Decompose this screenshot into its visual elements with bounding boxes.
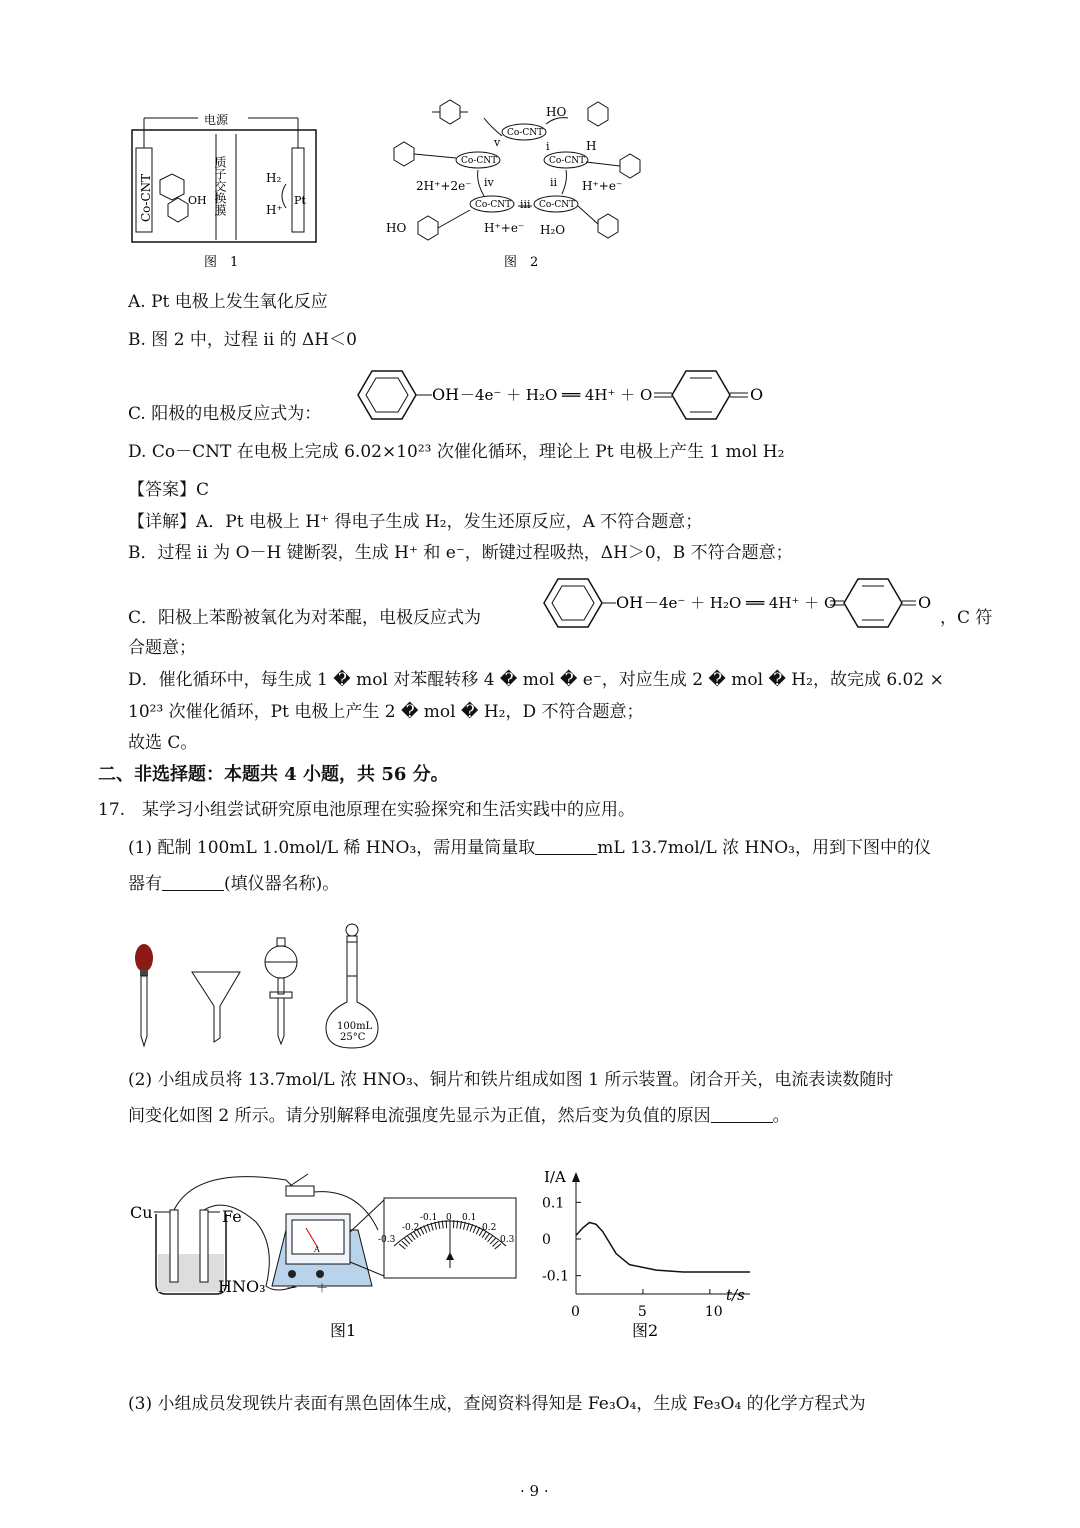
h2-label: H₂: [266, 171, 282, 185]
option-a: A. Pt 电极上发生氧化反应: [128, 292, 328, 312]
catalytic-cycle-figure: [372, 96, 672, 276]
q17-part2-line2: [128, 1104, 790, 1128]
galvanic-cell-figure: [126, 1166, 522, 1342]
dropper-icon: [135, 944, 153, 1046]
answer-blank[interactable]: [535, 836, 597, 855]
flask-temp-label: 25°C: [340, 1032, 366, 1043]
q17-part1-line1: [128, 836, 931, 860]
detail-equation: [540, 574, 940, 632]
q17-p1d: (填仪器名称)。: [224, 874, 340, 894]
step-i: i: [546, 140, 550, 153]
y-axis-label: I/A: [544, 1168, 566, 1186]
answer: 【答案】C: [128, 480, 210, 500]
q17-part2-line1: (2) 小组成员将 13.7mol/L 浓 HNO₃、铜片和铁片组成如图 1 所示装置。闭合开关，电流表读数随时: [128, 1070, 894, 1090]
detail-c-end: ，C 符: [940, 608, 993, 628]
ho-label: HO: [386, 221, 407, 235]
series-line: [576, 1223, 750, 1273]
co-cnt-electrode-label: Co-CNT: [139, 173, 153, 222]
ammeter-minus: －: [286, 1281, 299, 1295]
detail-d2: 10²³ 次催化循环，Pt 电极上产生 2 � mol � H₂，D 不符合题意；: [128, 702, 644, 722]
q17-part1-line2: [128, 872, 339, 896]
answer-blank[interactable]: [162, 872, 224, 891]
ammeter-plus: ＋: [316, 1281, 329, 1295]
catalyst-label: Co-CNT: [461, 156, 498, 166]
meter-tick-label: 0.2: [482, 1223, 497, 1233]
anode-equation: [354, 366, 774, 424]
step-v: v: [494, 136, 501, 149]
equation-middle: －4e⁻ ＋ H₂O ══ 4H⁺ ＋ O: [460, 386, 653, 404]
h2o-label: H₂O: [540, 223, 566, 237]
x-axis-label: t/s: [726, 1286, 745, 1304]
detail-end: 故选 C。: [128, 733, 198, 753]
catalyst-label: Co-CNT: [549, 156, 586, 166]
q17-part3: (3) 小组成员发现铁片表面有黑色固体生成，查阅资料得知是 Fe₃O₄，生成 Fe₃O₄ 的化学方程式为: [128, 1394, 866, 1414]
meter-tick-label: -0.2: [402, 1223, 420, 1233]
detail-c: C．阳极上苯酚被氧化为对苯醌，电极反应式为: [128, 608, 482, 628]
oh-text: OH: [616, 593, 644, 612]
oh-label: OH: [188, 194, 207, 207]
fig2-caption: 图 2: [504, 255, 539, 270]
apparatus-figure: [120, 918, 400, 1058]
quinone-o-text: O: [750, 385, 764, 404]
y-tick-label: -0.1: [542, 1268, 569, 1285]
page-number: · 9 ·: [520, 1482, 549, 1500]
step-iv: iv: [484, 176, 494, 189]
cu-label: Cu: [130, 1203, 153, 1222]
h-label: H: [586, 139, 597, 153]
x-tick-label: 0: [571, 1304, 580, 1320]
oh-text: OH: [432, 385, 460, 404]
h-plus-e-label: H⁺+e⁻: [484, 221, 525, 235]
detail-d1: D．催化循环中，每生成 1 � mol 对苯醌转移 4 � mol � e⁻，对应生成 2 � mol � H₂，故完成 6.02 ×: [128, 670, 944, 690]
y-axis-arrow: [572, 1172, 580, 1182]
q17-p2b: 间变化如图 2 所示。请分别解释电流强度先显示为正值，然后变为负值的原因: [128, 1106, 711, 1126]
funnel-icon: [192, 972, 240, 1042]
catalyst-label: Co-CNT: [475, 200, 512, 210]
meter-tick-label: -0.3: [378, 1235, 396, 1245]
equation-middle: －4e⁻ ＋ H₂O ══ 4H⁺ ＋ O: [644, 594, 837, 612]
y-tick-label: 0.1: [542, 1195, 565, 1212]
q17-p1b: mL 13.7mol/L 浓 HNO₃，用到下图中的仪: [597, 838, 931, 858]
meter-tick-label: -0.1: [420, 1213, 438, 1223]
fig2-caption: 图2: [632, 1321, 659, 1340]
current-time-chart: [530, 1164, 760, 1344]
q17-p1c: 器有: [128, 874, 162, 894]
ammeter-a-label: A: [314, 1245, 320, 1254]
meter-tick-label: 0.1: [462, 1213, 477, 1223]
fe-label: Fe: [222, 1207, 242, 1226]
phenol-ring: [168, 198, 188, 222]
step-ii: ii: [550, 176, 558, 189]
detail-c2: 合题意；: [128, 638, 196, 658]
meter-scale-zoom: [378, 1198, 516, 1278]
q17-p2c: 。: [772, 1106, 790, 1126]
two-h-plus-label: 2H⁺+2e⁻: [416, 179, 472, 193]
catalyst-label: Co-CNT: [507, 128, 544, 138]
option-b: B. 图 2 中，过程 ii 的 ΔH＜0: [128, 330, 357, 350]
ammeter: [272, 1214, 372, 1295]
y-tick-label: 0: [542, 1232, 551, 1248]
fig1-caption: 图1: [330, 1321, 357, 1340]
x-tick-label: 10: [704, 1304, 723, 1320]
meter-tick-label: 0: [446, 1213, 452, 1223]
hno3-label: HNO₃: [218, 1277, 266, 1296]
power-label: 电源: [204, 113, 229, 127]
separatory-funnel-icon: [265, 938, 297, 1044]
detail-a: 【详解】A．Pt 电极上 H⁺ 得电子生成 H₂，发生还原反应，A 不符合题意；: [128, 512, 703, 532]
detail-b: B．过程 ii 为 O－H 键断裂，生成 H⁺ 和 e⁻，断键过程吸热，ΔH＞0，B 不符合题意；: [128, 543, 793, 563]
quinone-o-text: O: [918, 593, 932, 612]
volumetric-flask-icon: [326, 924, 378, 1048]
fig1-caption: 图 1: [204, 255, 239, 270]
q17-stem: 17. 某学习小组尝试研究原电池原理在实验探究和生活实践中的应用。: [98, 800, 636, 820]
section-title: 二、非选择题：本题共 4 小题，共 56 分。: [98, 764, 449, 785]
flask-volume-label: 100mL: [337, 1021, 373, 1032]
h-plus-label: H⁺: [266, 203, 283, 217]
electrolysis-cell-figure: [128, 112, 328, 272]
h-plus-e-label: H⁺+e⁻: [582, 179, 623, 193]
meter-tick-label: 0.3: [500, 1235, 515, 1245]
ho-label: HO: [546, 105, 567, 119]
x-tick-label: 5: [637, 1304, 647, 1320]
catalyst-label: Co-CNT: [539, 200, 576, 210]
option-c: C. 阳极的电极反应式为：: [128, 404, 322, 424]
q17-p1a: (1) 配制 100mL 1.0mol/L 稀 HNO₃，需用量筒量取: [128, 838, 536, 858]
pt-electrode-label: Pt: [294, 194, 306, 207]
membrane-label: 质子交换膜: [213, 156, 227, 216]
option-d: D. Co－CNT 在电极上完成 6.02×10²³ 次催化循环，理论上 Pt 电极上产生 1 mol H₂: [128, 442, 785, 462]
answer-blank[interactable]: [711, 1104, 773, 1123]
switch-icon[interactable]: [286, 1174, 314, 1196]
quinone-ring: [160, 174, 184, 200]
step-iii: iii: [520, 198, 531, 211]
